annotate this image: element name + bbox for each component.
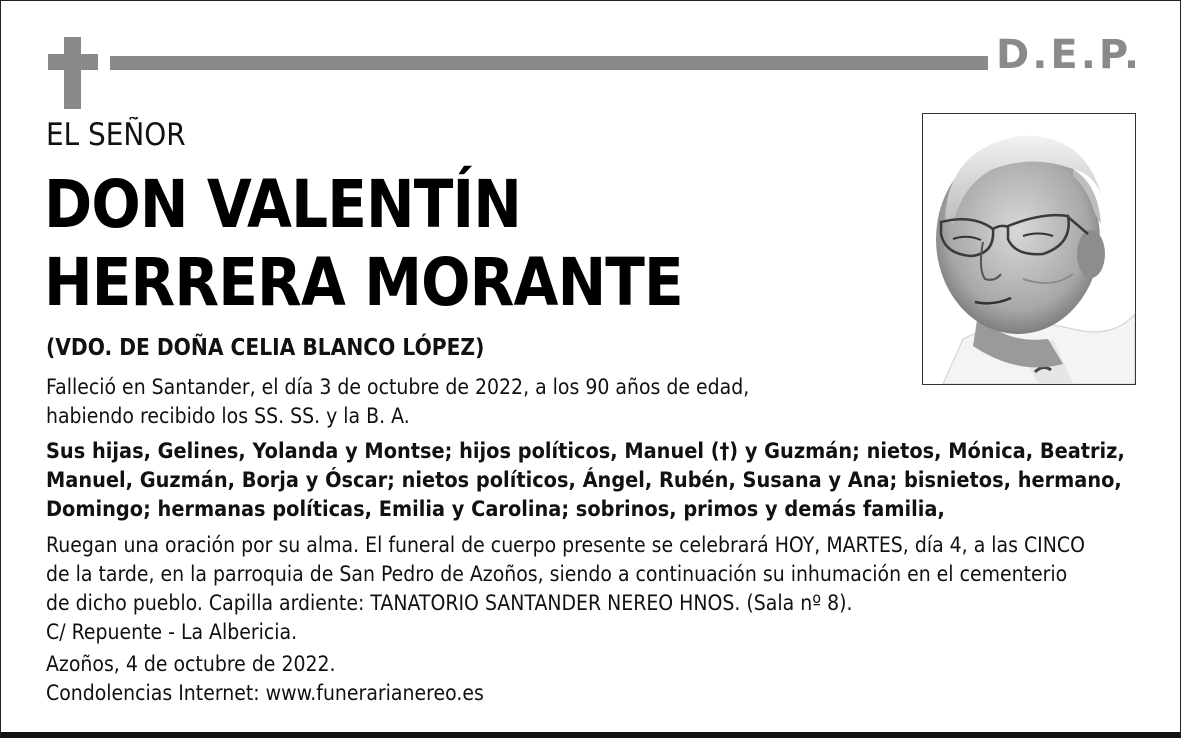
family-line: Manuel, Guzmán, Borja y Óscar; nietos políticos, Ángel, Rubén, Susana y Ana; bisnietos, hermano,	[46, 468, 1122, 493]
funeral-line: de dicho pueblo. Capilla ardiente: TANATORIO SANTANDER NEREO HNOS. (Sala nº 8).	[46, 591, 853, 615]
family-line: Sus hijas, Gelines, Yolanda y Montse; hijos políticos, Manuel (†) y Guzmán; nietos, Mónica, Beatriz,	[46, 439, 1125, 464]
funeral-info	[46, 531, 1085, 647]
cross-icon-bar	[48, 54, 98, 70]
funeral-line: C/ Repuente - La Albericia.	[46, 620, 298, 644]
header-rule	[110, 56, 988, 70]
portrait-image	[923, 114, 1135, 384]
family-list	[46, 437, 1125, 524]
widower-line: (VDO. DE DOÑA CELIA BLANCO LÓPEZ)	[46, 335, 485, 361]
funeral-line: Ruegan una oración por su alma. El funeral de cuerpo presente se celebrará HOY, MARTES, día 4, a las CINCO	[46, 533, 1085, 557]
dep-heading: D.E.P.	[996, 32, 1143, 78]
condolences-line: Condolencias Internet: www.funerarianereo.es	[46, 681, 484, 705]
place-date: Azoños, 4 de octubre de 2022.	[46, 652, 336, 676]
deceased-name-line2: HERRERA MORANTE	[44, 244, 683, 321]
cross-icon	[64, 37, 81, 109]
deceased-name-line1: DON VALENTÍN	[44, 166, 521, 243]
death-info-line: Falleció en Santander, el día 3 de octubre de 2022, a los 90 años de edad,	[46, 375, 750, 399]
portrait-photo	[922, 113, 1136, 385]
death-info	[46, 373, 749, 431]
family-line: Domingo; hermanas políticas, Emilia y Carolina; sobrinos, primos y demás familia,	[46, 497, 945, 522]
funeral-line: de la tarde, en la parroquia de San Pedro de Azoños, siendo a continuación su inhumación en el cementerio	[46, 562, 1068, 586]
honorific: EL SEÑOR	[46, 117, 186, 153]
footer-info	[46, 650, 484, 708]
death-info-line: habiendo recibido los SS. SS. y la B. A.	[46, 404, 410, 428]
